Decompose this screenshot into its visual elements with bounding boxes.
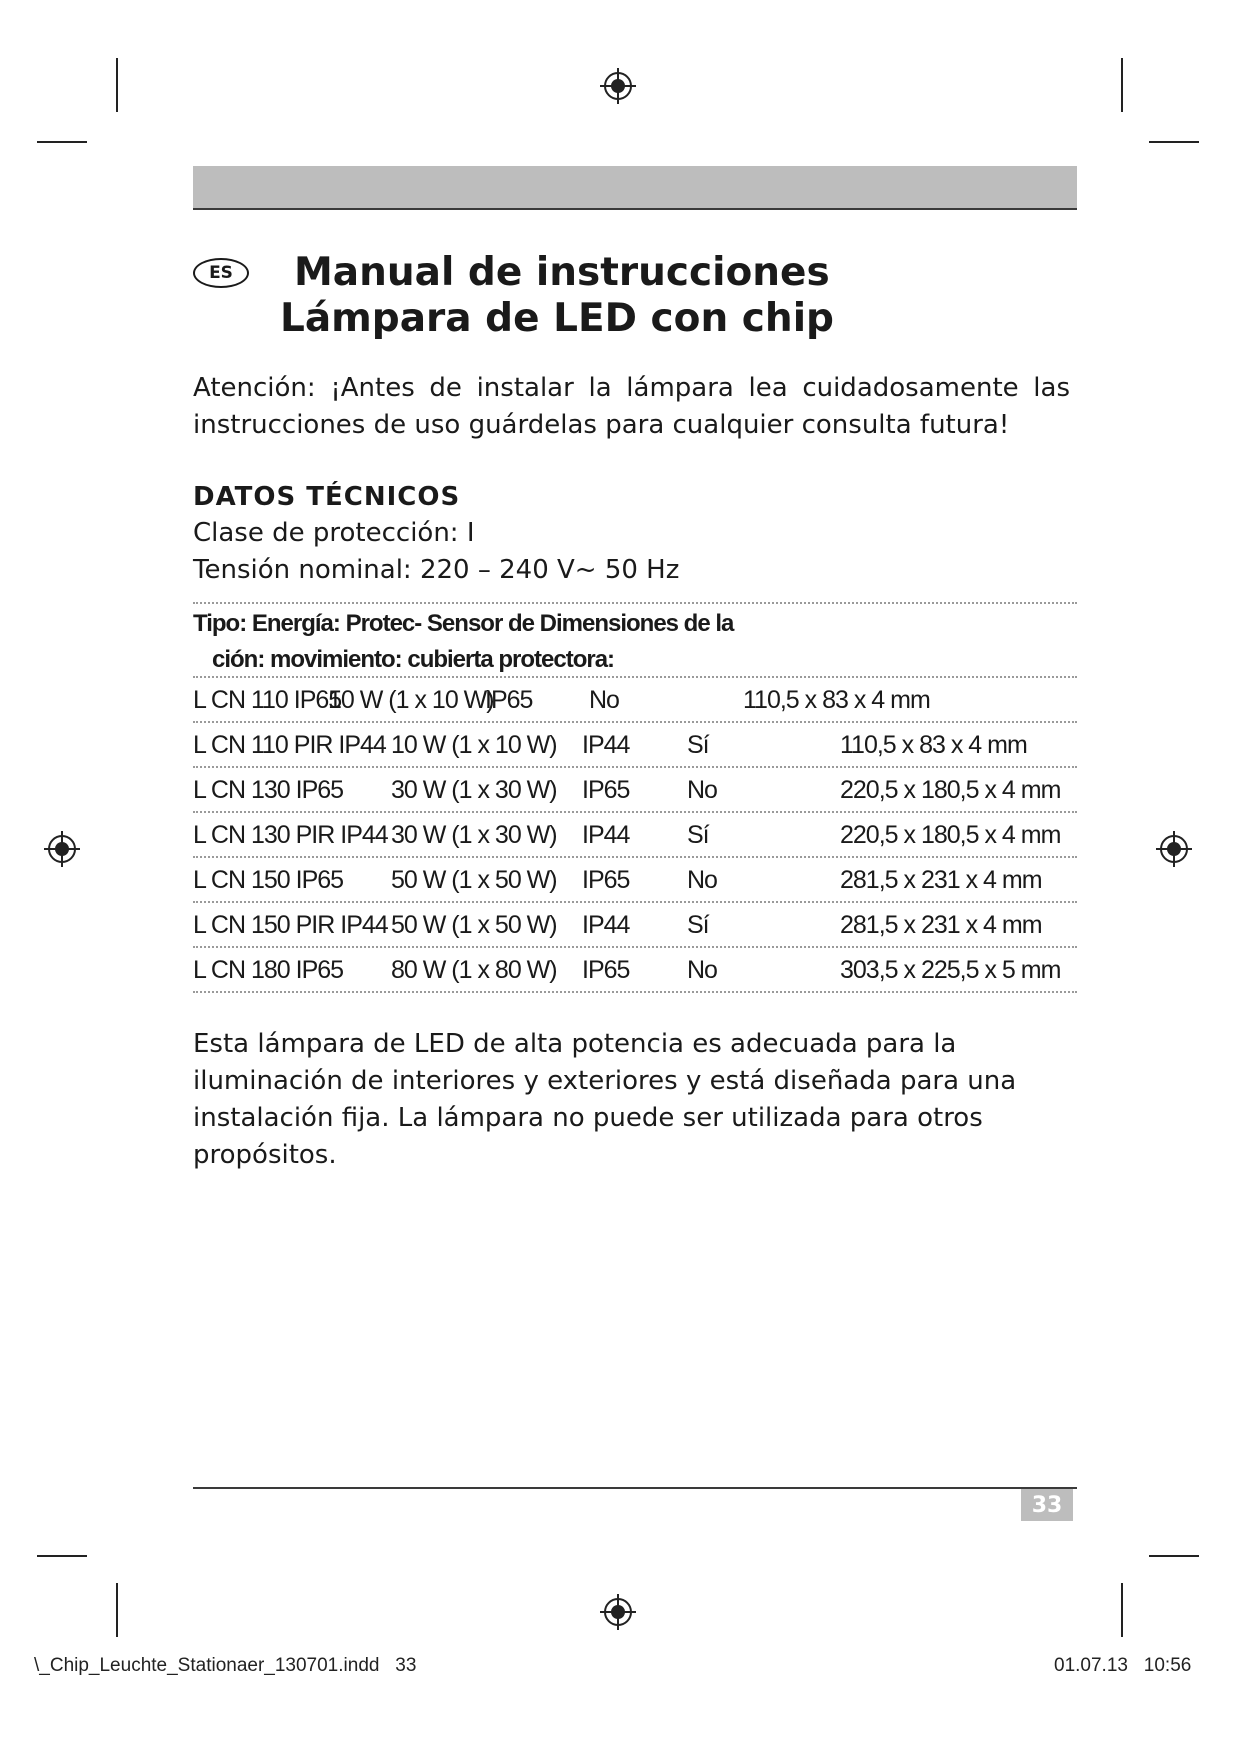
table-header-line-2: ción: movimiento: cubierta protectora: bbox=[212, 646, 615, 673]
nominal-voltage: Tensión nominal: 220 – 240 V~ 50 Hz bbox=[193, 555, 680, 585]
cell-model: L CN 110 IP65 bbox=[193, 686, 342, 714]
cell-model: L CN 130 IP65 bbox=[193, 776, 344, 804]
cell-energy: 10 W (1 x 10 W) bbox=[391, 731, 557, 759]
protection-class: Clase de protección: I bbox=[193, 518, 475, 548]
table-row bbox=[193, 678, 1077, 721]
cell-energy: 30 W (1 x 30 W) bbox=[391, 776, 557, 804]
table-row bbox=[193, 813, 1077, 856]
crop-mark-top-right-h bbox=[1149, 141, 1199, 143]
registration-mark-top-icon bbox=[598, 66, 638, 106]
cell-energy: 50 W (1 x 50 W) bbox=[391, 911, 557, 939]
crop-mark-top-left bbox=[116, 58, 118, 112]
cell-sensor: No bbox=[687, 776, 717, 804]
crop-mark-top-left-h bbox=[37, 141, 87, 143]
cell-model: L CN 130 PIR IP44 bbox=[193, 821, 388, 849]
cell-protection: IP44 bbox=[582, 731, 630, 759]
table-row bbox=[193, 903, 1077, 946]
cell-model: L CN 150 IP65 bbox=[193, 866, 344, 894]
cell-sensor: No bbox=[687, 866, 717, 894]
cell-protection: IP65 bbox=[582, 776, 630, 804]
table-header bbox=[193, 604, 1077, 676]
crop-mark-top-right bbox=[1121, 58, 1123, 112]
cell-sensor: Sí bbox=[687, 821, 709, 849]
crop-mark-bottom-left-h bbox=[37, 1555, 87, 1557]
cell-sensor: Sí bbox=[687, 911, 709, 939]
cell-dimensions: 110,5 x 83 x 4 mm bbox=[840, 731, 1027, 759]
table-row bbox=[193, 768, 1077, 811]
cell-dimensions: 303,5 x 225,5 x 5 mm bbox=[840, 956, 1061, 984]
cell-protection: IP65 bbox=[485, 686, 533, 714]
page-number: 33 bbox=[1021, 1489, 1073, 1521]
technical-table bbox=[193, 602, 1077, 993]
slug-file-info: \_Chip_Leuchte_Stationaer_130701.indd 33 bbox=[34, 1655, 417, 1676]
cell-protection: IP44 bbox=[582, 911, 630, 939]
cell-dimensions: 281,5 x 231 x 4 mm bbox=[840, 911, 1042, 939]
crop-mark-bottom-right bbox=[1121, 1583, 1123, 1637]
cell-sensor: No bbox=[589, 686, 619, 714]
title-line-2: Lámpara de LED con chip bbox=[280, 296, 834, 341]
table-row bbox=[193, 723, 1077, 766]
table-header-line-1: Tipo: Energía: Protec- Sensor de Dimensiones de la bbox=[193, 610, 734, 637]
cell-dimensions: 281,5 x 231 x 4 mm bbox=[840, 866, 1042, 894]
page-title bbox=[280, 250, 840, 342]
cell-protection: IP65 bbox=[582, 866, 630, 894]
cell-energy: 80 W (1 x 80 W) bbox=[391, 956, 557, 984]
usage-paragraph: Esta lámpara de LED de alta potencia es adecuada para la iluminación de interiores y exteriores y está diseñada para una instalación fija. La lámpara no puede ser utilizada para otros propósitos. bbox=[193, 1029, 1017, 1170]
cell-protection: IP65 bbox=[582, 956, 630, 984]
crop-mark-bottom-right-h bbox=[1149, 1555, 1199, 1557]
table-row bbox=[193, 858, 1077, 901]
table-row bbox=[193, 948, 1077, 991]
cell-sensor: No bbox=[687, 956, 717, 984]
cell-sensor: Sí bbox=[687, 731, 709, 759]
cell-model: L CN 150 PIR IP44 bbox=[193, 911, 388, 939]
language-badge: ES bbox=[193, 258, 249, 288]
cell-energy: 30 W (1 x 30 W) bbox=[391, 821, 557, 849]
header-band bbox=[193, 166, 1077, 210]
title-line-1: Manual de instrucciones bbox=[294, 250, 830, 295]
cell-dimensions: 220,5 x 180,5 x 4 mm bbox=[840, 821, 1061, 849]
cell-dimensions: 220,5 x 180,5 x 4 mm bbox=[840, 776, 1061, 804]
registration-mark-bottom-icon bbox=[598, 1592, 638, 1632]
section-heading: DATOS TÉCNICOS bbox=[193, 482, 461, 512]
header-rule bbox=[193, 208, 1077, 210]
attention-paragraph: Atención: ¡Antes de instalar la lámpara lea cuidadosamente las instrucciones de uso guárdelas para cualquier consulta futura! bbox=[193, 373, 1070, 440]
registration-mark-left-icon bbox=[42, 829, 82, 869]
cell-dimensions: 110,5 x 83 x 4 mm bbox=[743, 686, 930, 714]
cell-model: L CN 110 PIR IP44 bbox=[193, 731, 386, 759]
cell-model: L CN 180 IP65 bbox=[193, 956, 344, 984]
crop-mark-bottom-left bbox=[116, 1583, 118, 1637]
slug-date-time: 01.07.13 10:56 bbox=[1054, 1655, 1192, 1676]
footer-rule bbox=[193, 1487, 1077, 1489]
table-divider bbox=[193, 991, 1077, 993]
registration-mark-right-icon bbox=[1154, 829, 1194, 869]
cell-energy: 50 W (1 x 50 W) bbox=[391, 866, 557, 894]
cell-protection: IP44 bbox=[582, 821, 630, 849]
cell-energy: 10 W (1 x 10 W) bbox=[328, 686, 494, 714]
